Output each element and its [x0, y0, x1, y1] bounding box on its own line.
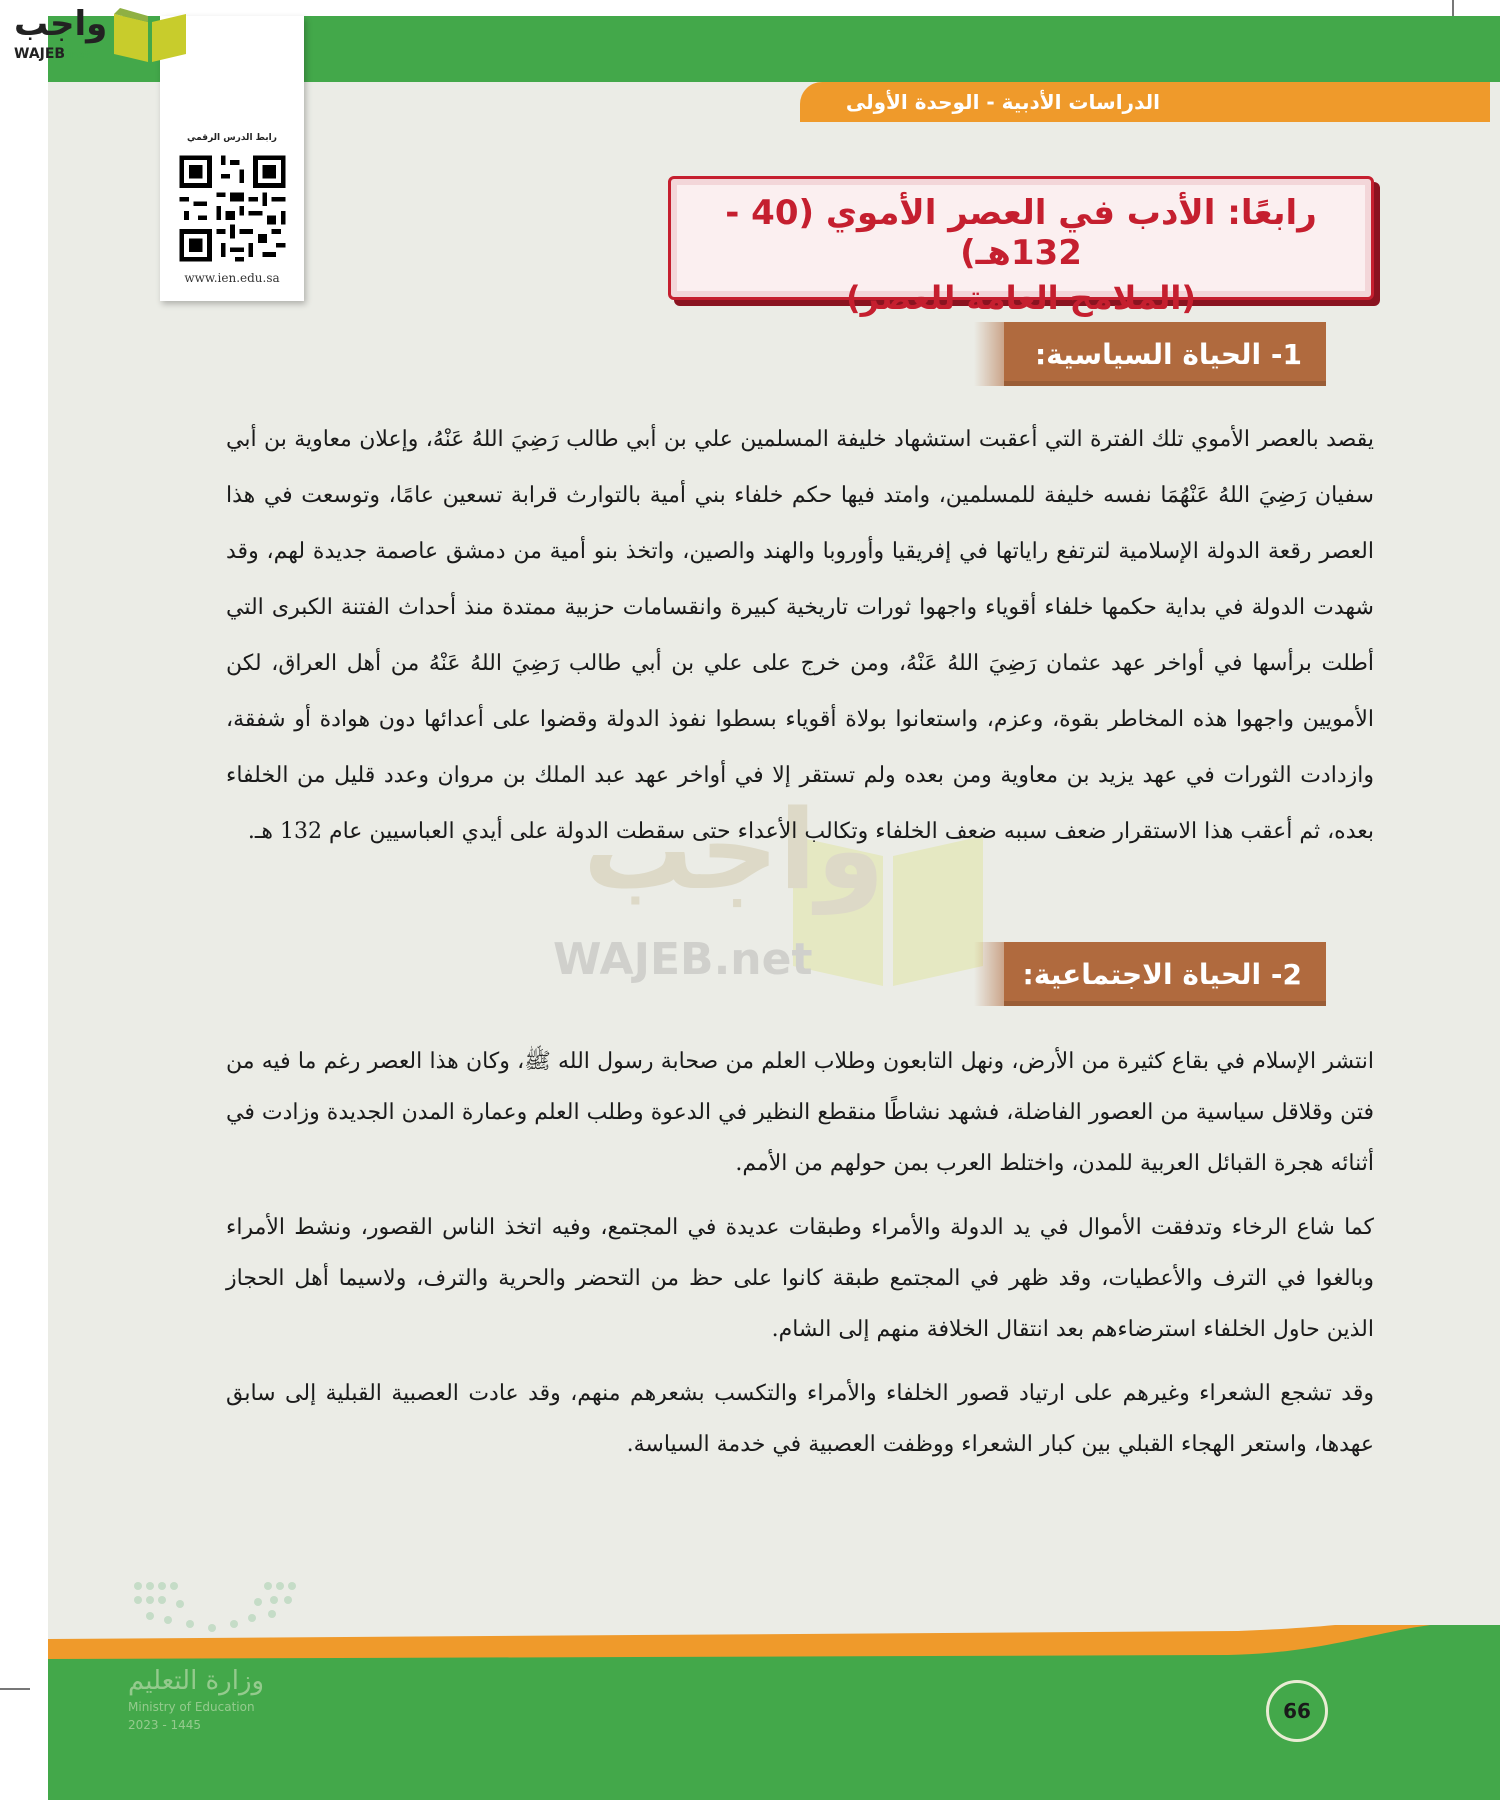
paragraph: يقصد بالعصر الأموي تلك الفترة التي أعقبت استشهاد خليفة المسلمين علي بن أبي طالب رَضِيَ اللهُ عَنْهُ، وإعلان معاوية بن أبي سفيان رَضِيَ اللهُ عَنْهُمَا نفسه خليفة للمسلمين، وامتد فيها حكم خلفاء بني أمية بالتوارث قرابة تسعين عامًا، وتوسعت في هذا العصر رقعة الدولة الإسلامية لترتفع راياتها في إفريقيا وأوروبا والهند والصين، واتخذ بنو أمية من دمشق عاصمة جديدة لهم، وقد شهدت الدولة في بداية حكمها خلفاء أقوياء واجهوا ثورات تاريخية كبيرة وانقسامات حزبية ممتدة منذ أحداث الفتنة الكبرى التي أطلت برأسها في أواخر عهد عثمان رَضِيَ اللهُ عَنْهُ، ومن خرج على علي بن أبي طالب رَضِيَ اللهُ عَنْهُ من أهل العراق، لكن الأمويين واجهوا هذه المخاطر بقوة، وعزم، واستعانوا بولاة أقوياء بسطوا نفوذ الدولة وقضوا على أعدائها دون هوادة أو شفقة، وازدادت الثورات في عهد يزيد بن معاوية ومن بعده ولم تستقر إلا في أواخر عهد عبد الملك بن مروان وعدد قليل من الخلفاء بعده، ثم أعقب هذا الاستقرار ضعف سببه ضعف الخلفاء وتكالب الأعداء حتى سقطت الدولة على أيدي العباسيين عام 132 هـ.	[226, 427, 1374, 844]
logo-english	[14, 46, 90, 62]
qr-url[interactable]: www.ien.edu.sa	[184, 271, 280, 285]
watermark-arabic: واجب	[583, 786, 885, 914]
page-number: 66	[1266, 1680, 1328, 1742]
logo-arabic: واجب	[14, 4, 108, 44]
ministry-english-name: Ministry of Education	[128, 1700, 255, 1714]
wajeb-logo[interactable]	[8, 4, 188, 66]
section-heading-social	[1004, 942, 1326, 1006]
lesson-title: رابعًا: الأدب في العصر الأموي (40 - 132هـ)	[725, 193, 1317, 273]
unit-ribbon-text: الدراسات الأدبية - الوحدة الأولى	[845, 90, 1160, 114]
ministry-year: 2023 - 1445	[128, 1718, 202, 1732]
paragraph: وقد تشجع الشعراء وغيرهم على ارتياد قصور الخلفاء والأمراء والتكسب بشعرهم منهم، وقد عادت العصبية القبلية إلى سابق عهدها، واستعر الهجاء القبلي بين كبار الشعراء ووظفت العصبية في خدمة السياسة.	[226, 1381, 1374, 1457]
lesson-title-box	[668, 176, 1374, 317]
lesson-subtitle: (الملامح العامة للعصر)	[846, 279, 1196, 317]
book-icon	[110, 4, 190, 64]
section-heading-political	[1004, 322, 1326, 386]
section-heading-text: 1- الحياة السياسية:	[1034, 337, 1302, 371]
ministry-dots-icon	[128, 1576, 308, 1656]
unit-ribbon	[800, 82, 1490, 122]
watermark-english: WAJEB.net	[553, 934, 813, 985]
ministry-logo	[128, 1576, 328, 1736]
qr-code-icon[interactable]	[175, 151, 290, 266]
logo-english-suffix: .net	[65, 48, 90, 61]
qr-label: رابط الدرس الرقمي	[187, 133, 277, 143]
logo-english-main: WAJEB	[14, 46, 66, 62]
crop-mark	[0, 1688, 30, 1690]
paragraph: انتشر الإسلام في بقاع كثيرة من الأرض، ونهل التابعون وطلاب العلم من صحابة رسول الله ﷺ، وكان هذا العصر رغم ما فيه من فتن وقلاقل سياسية من العصور الفاضلة، فشهد نشاطًا منقطع النظير في الدعوة وطلب العلم وعمارة المدن الجديدة وزادت في أثنائه هجرة القبائل العربية للمدن، واختلط العرب بمن حولهم من الأمم.	[226, 1049, 1374, 1176]
paragraph: كما شاع الرخاء وتدفقت الأموال في يد الدولة والأمراء وطبقات عديدة في المجتمع، وفيه اتخذ الناس القصور، ونشط الأمراء وبالغوا في الترف والأعطيات، وقد ظهر في المجتمع طبقة كانوا على حظ من التحضر والحرية والترف، ولاسيما أهل الحجاز الذين حاول الخلفاء استرضاءهم بعد انتقال الخلافة منهم إلى الشام.	[226, 1215, 1374, 1342]
ministry-arabic-name: وزارة التعليم	[128, 1666, 265, 1696]
section-heading-text: 2- الحياة الاجتماعية:	[1022, 957, 1302, 991]
